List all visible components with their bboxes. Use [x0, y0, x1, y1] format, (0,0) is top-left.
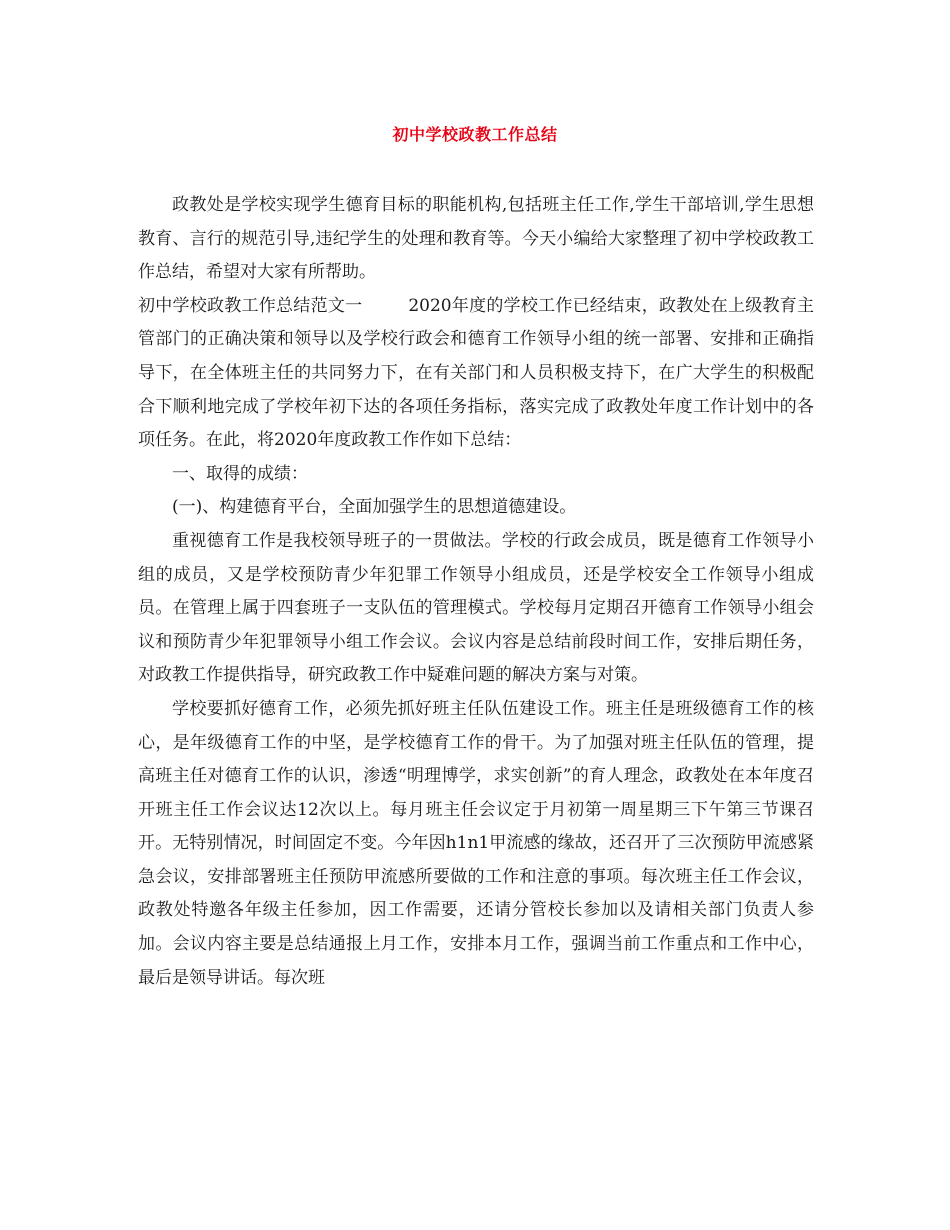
sample-paragraph: [138, 290, 814, 458]
section-heading: 一、取得的成绩：: [172, 463, 308, 484]
document-title: 初中学校政教工作总结: [392, 125, 558, 144]
document-body: [138, 189, 814, 995]
sample-lead: 2020年度的学校工作已经结束，政教处在上级教育主管部门的正确决策和领导以及学校行政会和德育工作领导小组的统一部署、安排和正确指导下，在全体班主任的共同努力下，在有关部门和人员积极支持下，在广大学生的积极配合下顺利地完成了学校年初下达的各项任务指标，落实完成了政教处年度工作计划中的各项任务。在此，将2020年度政教工作作如下总结：: [138, 295, 815, 451]
body-paragraph: 重视德育工作是我校领导班子的一贯做法。学校的行政会成员，既是德育工作领导小组的成员，又是学校预防青少年犯罪工作领导小组成员，还是学校安全工作领导小组成员。在管理上属于四套班子一支队伍的管理模式。学校每月定期召开德育工作领导小组会议和预防青少年犯罪领导小组工作会议。会议内容是总结前段时间工作，安排后期任务，对政教工作提供指导，研究政教工作中疑难问题的解决方案与对策。: [138, 530, 814, 686]
subsection-heading: (一)、构建德育平台，全面加强学生的思想道德建设。: [172, 497, 577, 518]
intro-paragraph: 政教处是学校实现学生德育目标的职能机构,包括班主任工作,学生干部培训,学生思想教育、言行的规范引导,违纪学生的处理和教育等。今天小编给大家整理了初中学校政教工作总结，希望对大家有所帮助。: [138, 195, 814, 283]
sample-heading: 初中学校政教工作总结范文一: [138, 295, 363, 316]
body-paragraph: 学校要抓好德育工作，必须先抓好班主任队伍建设工作。班主任是班级德育工作的核心，是年级德育工作的中坚，是学校德育工作的骨干。为了加强对班主任队伍的管理，提高班主任对德育工作的认识，渗透“明理博学，求实创新”的育人理念，政教处在本年度召开班主任工作会议达12次以上。每月班主任会议定于月初第一周星期三下午第三节课召开。无特别情况，时间固定不变。今年因h1n1甲流感的缘故，还召开了三次预防甲流感紧急会议，安排部署班主任预防甲流感所要做的工作和注意的事项。每次班主任工作会议，政教处特邀各年级主任参加，因工作需要，还请分管校长参加以及请相关部门负责人参加。会议内容主要是总结通报上月工作，安排本月工作，强调当前工作重点和工作中心，最后是领导讲话。每次班: [138, 698, 814, 988]
